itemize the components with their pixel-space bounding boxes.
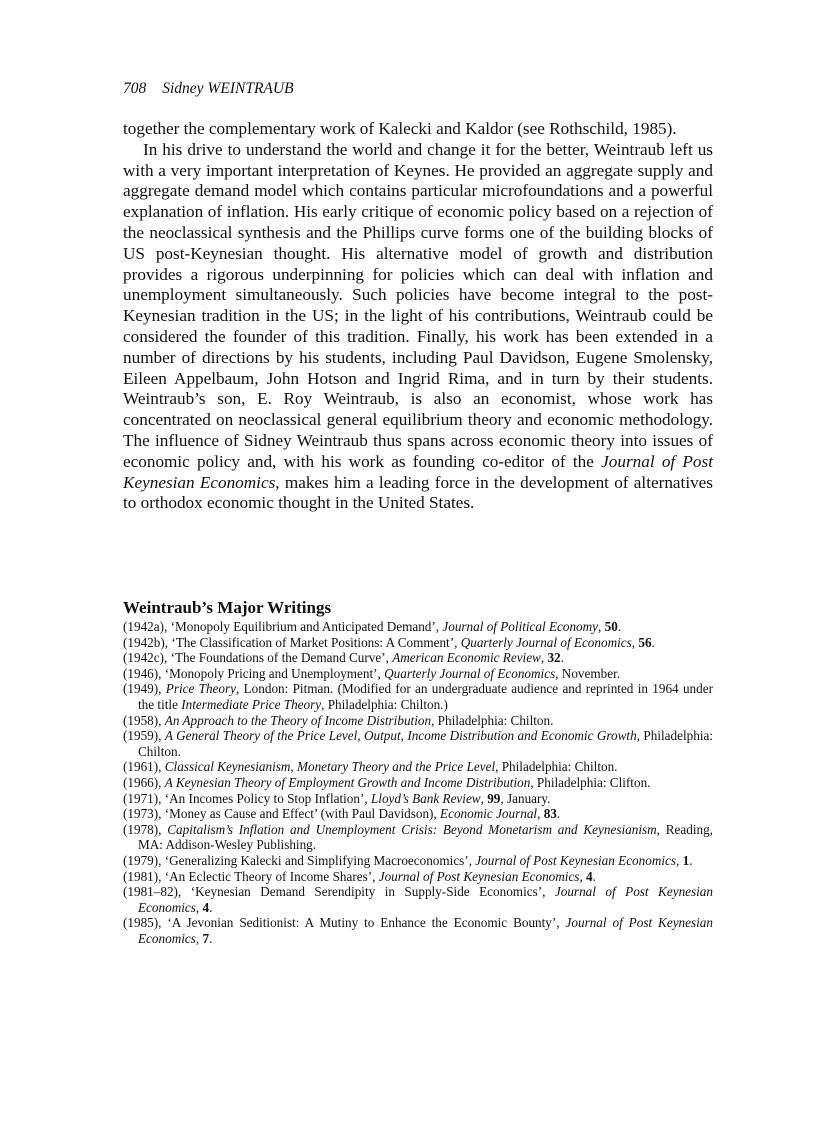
text-run: (1942a), ‘Monopoly Equilibrium and Anticipated Demand’, [123,619,443,634]
running-title: Sidney WEINTRAUB [162,80,294,97]
text-run: (1981), ‘An Eclectic Theory of Income Shares’, [123,868,379,884]
text-run: (1981–82), ‘Keynesian Demand Serendipity in Supply-Side Economics’, [123,884,555,900]
text-run: . [617,619,622,634]
text-run: (1942b), ‘The Classification of Market Positions: A Comment’, [123,634,461,650]
italic-text: Classical Keynesianism, Monetary Theory and the Price Level [164,759,496,775]
text-run: , [195,899,203,915]
page-number: 708 [123,80,147,97]
text-run: (1978), [123,821,168,837]
text-run: (1946), ‘Monopoly Pricing and Unemployment’, [123,665,385,681]
reference-entry [123,681,713,712]
text-run: . [592,868,596,884]
bold-text: 7 [202,930,210,946]
italic-text: Capitalism’s Inflation and Unemployment Crisis: Beyond Monetarism and Keynesianism [167,821,657,837]
italic-text: Journal of Post Keynesian Economics [475,852,677,868]
reference-entry [123,915,713,946]
text-run: (1979), ‘Generalizing Kalecki and Simplifying Macroeconomics’, [123,852,476,868]
reference-entry [123,728,713,759]
bold-text: 56 [638,634,652,650]
bold-text: 83 [543,806,557,822]
italic-text: An Approach to the Theory of Income Distribution [164,712,432,728]
italic-text: Journal of Post Keynesian Economics [138,884,713,915]
text-run: (1959), [123,728,165,744]
reference-entry [123,650,713,666]
text-run: . [689,852,693,868]
reference-entry [123,869,713,885]
italic-text: A Keynesian Theory of Employment Growth and Income Distribution [164,774,531,790]
text-run: together the complementary work of Kalecki and Kaldor (see Rothschild, 1985). [123,119,677,138]
reference-entry [123,791,713,807]
text-run: (1958), [123,712,165,728]
bold-text: 50 [604,619,618,634]
text-run: , Philadelphia: Chilton. [431,712,554,728]
body-text [123,119,713,514]
text-run: , makes him a leading force in the development of alternatives to orthodox economic thought in the United States. [123,472,713,513]
text-run: , [631,634,639,650]
text-run: , [598,619,605,634]
italic-text: Journal of Post Keynesian Economics [123,451,713,492]
reference-entry [123,619,713,635]
text-run: . [560,650,564,666]
text-run: . [651,634,655,650]
text-run: , November. [555,665,621,681]
text-run: (1949), [123,681,166,697]
text-run: In his drive to understand the world and change it for the better, Weintraub left us with a very important interpretation of Keynes. He provided an aggregate supply and aggregate demand model which contains particular microfoundations and a powerful explanation of inflation. His early critique of economic policy based on a rejection of the neoclassical synthesis and the Phillips curve forms one of the building blocks of US post-Keynesian thought. His alternative model of growth and distribution provides a rigorous underpinning for policies which can deal with inflation and unemployment simultaneously. Such policies have become integral to the post-Keynesian tradition in the US; in the light of his contributions, Weintraub could be considered the founder of this tradition. Finally, his work has been extended in a number of directions by his students, including Paul Davidson, Eugene Smolensky, Eileen Appelbaum, John Hotson and Ingrid Rima, and in turn by their students. Weintraub’s son, E. Roy Weintraub, is also an economist, whose work has concentrated on neoclassical general equilibrium theory and economic methodology. The influence of Sidney Weintraub thus spans across economic theory into issues of economic policy and, with his work as founding co-editor of the [123,139,713,471]
reference-entry [123,666,713,682]
text-run: , [579,868,587,884]
text-run: , [676,852,683,868]
reference-entry [123,806,713,822]
paragraph [123,140,713,514]
text-run: , [540,650,548,666]
text-run: . [209,899,213,915]
reference-entry [123,713,713,729]
italic-text: Economic Journal [440,806,538,822]
paragraph [123,119,713,140]
running-head [123,80,294,98]
italic-text: A General Theory of the Price Level, Output, Income Distribution and Economic Growth [164,728,637,744]
text-run: , Reading, MA: Addison-Wesley Publishing. [138,821,713,853]
reference-entry [123,775,713,791]
reference-entry [123,822,713,853]
reference-entry [123,759,713,775]
italic-text: Intermediate Price Theory [181,696,322,712]
text-run: , Philadelphia: Chilton.) [321,696,448,712]
reference-entry [123,853,713,869]
references-heading: Weintraub’s Major Writings [123,598,332,617]
bold-text: 99 [487,790,501,806]
reference-entry [123,635,713,651]
bold-text: 4 [202,899,210,915]
text-run: (1971), ‘An Incomes Policy to Stop Inflation’, [123,790,371,806]
italic-text: Journal of Political Economy [442,619,599,634]
bold-text: 32 [547,650,561,666]
italic-text: Journal of Post Keynesian Economics [138,915,713,946]
reference-entry [123,884,713,915]
text-run: , London: Pitman. (Modified for an undergraduate audience and reprinted in 1964 under the title [138,681,713,712]
text-run: (1985), ‘A Jevonian Seditionist: A Mutiny to Enhance the Economic Bounty’, [123,915,566,931]
italic-text: Quarterly Journal of Economics [460,634,632,650]
italic-text: American Economic Review [392,650,541,666]
italic-text: Price Theory [165,681,236,697]
text-run: , Philadelphia: Chilton. [495,759,618,775]
text-run: , [480,790,488,806]
text-run: , Philadelphia: Chilton. [138,728,713,759]
text-run: , [537,806,544,822]
text-run: . [209,930,213,946]
text-run: (1942c), ‘The Foundations of the Demand Curve’, [123,650,393,666]
text-run: (1973), ‘Money as Cause and Effect’ (with Paul Davidson), [123,806,441,822]
text-run: , Philadelphia: Clifton. [530,774,651,790]
text-run: , January. [500,790,551,806]
text-run: . [556,806,561,822]
text-run: , [195,930,203,946]
bold-text: 4 [586,868,593,884]
italic-text: Journal of Post Keynesian Economics [378,868,580,884]
bold-text: 1 [682,852,690,868]
italic-text: Quarterly Journal of Economics [384,665,556,681]
text-run: (1966), [123,774,165,790]
italic-text: Lloyd’s Bank Review [370,790,481,806]
references-list [123,619,713,946]
text-run: (1961), [123,759,165,775]
